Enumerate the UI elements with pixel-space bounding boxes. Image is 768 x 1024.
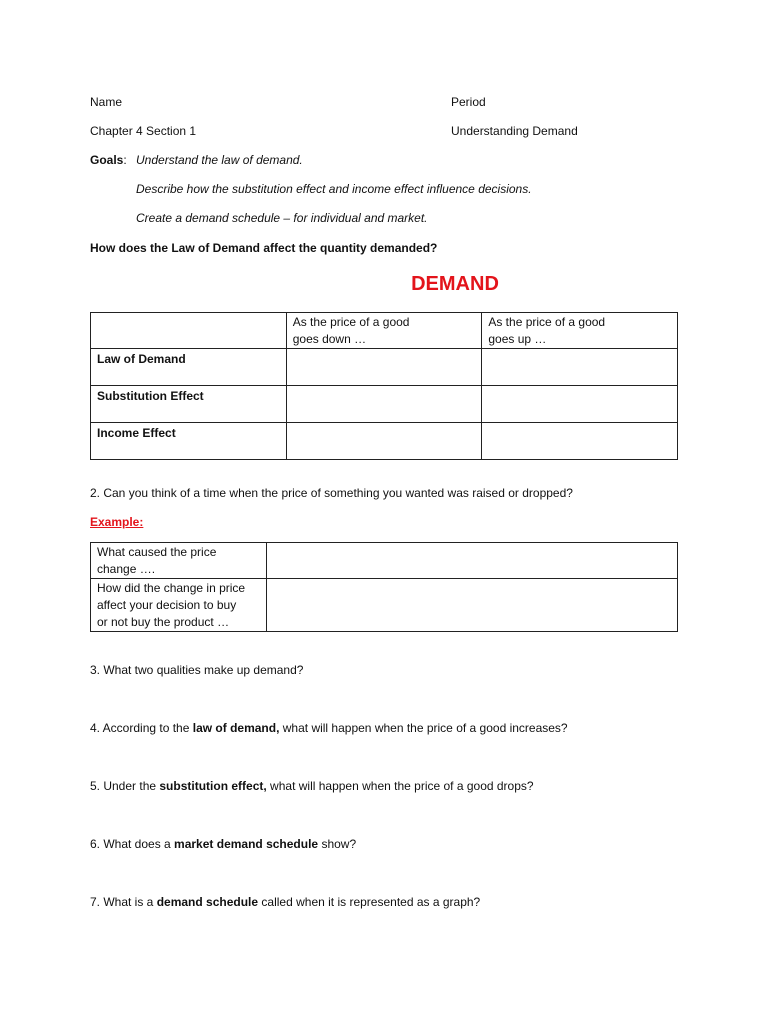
table-row [91, 313, 678, 349]
goal-item: Describe how the substitution effect and income effect influence decisions. [136, 182, 532, 196]
period-label: Period [451, 95, 486, 109]
goals-heading [90, 152, 127, 168]
answer-cell[interactable] [267, 579, 678, 632]
answer-cell[interactable] [482, 423, 678, 460]
question-6 [90, 836, 356, 852]
row-label-substitution-effect: Substitution Effect [91, 386, 287, 423]
example-label-text: Example: [90, 515, 144, 529]
question-text: 4. According to the [90, 721, 193, 735]
question-text: what will happen when the price of a good increases? [279, 721, 568, 735]
table-row [91, 423, 678, 460]
chapter-label: Chapter 4 Section 1 [90, 124, 197, 138]
table-header-price-up: As the price of a good goes up … [482, 313, 678, 349]
question-7 [90, 894, 480, 910]
topic-label: Understanding Demand [451, 124, 578, 138]
question-text: what will happen when the price of a good drops? [266, 779, 534, 793]
goals-colon: : [123, 153, 127, 167]
table-row [91, 386, 678, 423]
question-4 [90, 720, 568, 736]
example-table [90, 542, 678, 632]
goals-label: Goals [90, 153, 124, 167]
row-label-income-effect: Income Effect [91, 423, 287, 460]
table-cell [91, 313, 287, 349]
question-text: 5. Under the [90, 779, 160, 793]
question-text: 3. What two qualities make up demand? [90, 663, 304, 677]
question-keyword: substitution effect, [159, 779, 267, 793]
row-label-law-of-demand: Law of Demand [91, 349, 287, 386]
question-1: How does the Law of Demand affect the quantity demanded? [90, 241, 438, 255]
example-prompt-cause: What caused the price change …. [91, 543, 267, 579]
goal-item: Create a demand schedule – for individual and market. [136, 211, 428, 225]
table-header-price-down: As the price of a good goes down … [286, 313, 482, 349]
question-text: called when it is represented as a graph? [258, 895, 481, 909]
question-5 [90, 778, 534, 794]
question-3 [90, 662, 303, 678]
section-title: DEMAND [411, 273, 499, 295]
answer-cell[interactable] [286, 386, 482, 423]
demand-table [90, 312, 678, 460]
example-label [90, 514, 143, 530]
question-2: 2. Can you think of a time when the price of something you wanted was raised or dropped? [90, 486, 573, 500]
name-label: Name [90, 95, 123, 109]
answer-cell[interactable] [267, 543, 678, 579]
table-row [91, 543, 678, 579]
answer-cell[interactable] [286, 423, 482, 460]
question-text: 6. What does a [90, 837, 175, 851]
question-keyword: law of demand, [192, 721, 280, 735]
question-text: show? [318, 837, 357, 851]
goal-item: Understand the law of demand. [136, 153, 303, 167]
answer-cell[interactable] [286, 349, 482, 386]
question-text: 7. What is a [90, 895, 157, 909]
answer-cell[interactable] [482, 386, 678, 423]
example-prompt-decision: How did the change in price affect your decision to buy or not buy the product … [91, 579, 267, 632]
table-row [91, 579, 678, 632]
answer-cell[interactable] [482, 349, 678, 386]
question-keyword: demand schedule [156, 895, 259, 909]
question-keyword: market demand schedule [174, 837, 319, 851]
table-row [91, 349, 678, 386]
